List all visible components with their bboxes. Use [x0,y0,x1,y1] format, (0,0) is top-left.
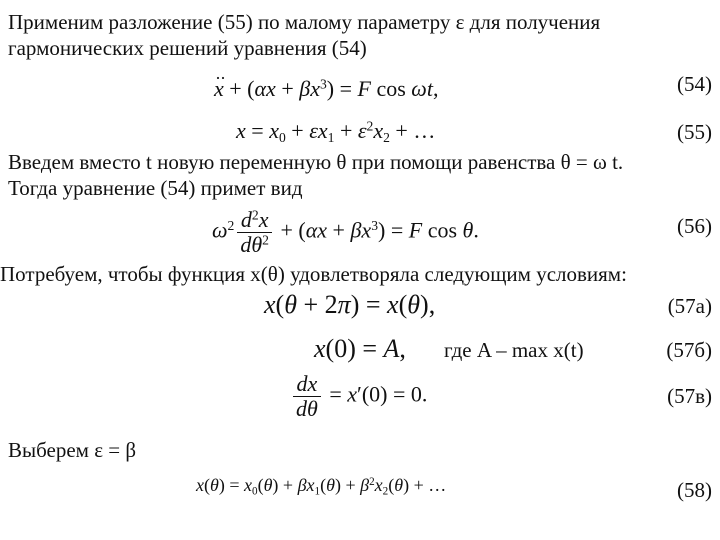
where-note: где A – max x(t) [444,338,584,362]
intro-line-1: Применим разложение (55) по малому параметру ε для получения [8,10,601,34]
equation-number-57a: (57а) [667,294,712,318]
equation-55: $x = x_0 + \varepsilon x_1 + \varepsilon^2x_2$ + … [236,118,436,146]
equation-56: $\omega^2$ $\frac{d^2x}{d\theta^2}$ + $(\alpha x + \beta x^3) = F$ cos θ. [212,207,479,257]
equation-58: $x(\theta) = x_0(\theta) + \beta x_1(\theta) + \beta^2x_2(\theta)$ + … [196,475,447,498]
equation-57c: $\frac{dx}{d\theta}$ = x′(0) = 0. [290,372,427,421]
equation-57b: x(0) = A, [314,334,406,363]
equation-number-57b: (57б) [666,338,712,362]
choose-text: Выберем ε = β [8,438,137,462]
intro-line-2: гармонических решений уравнения (54) [8,36,367,60]
intro2-line-2: Тогда уравнение (54) примет вид [8,176,303,200]
equation-number-54: (54) [677,72,712,96]
equation-number-55: (55) [677,120,712,144]
equation-57a: x(θ + 2π) = x(θ), [264,290,436,319]
equation-number-58: (58) [677,478,712,502]
equation-number-56: (56) [677,214,712,238]
conditions-text: Потребуем, чтобы функция x(θ) удовлетворяла следующим условиям: [0,262,627,286]
equation-54: ·· $x + (\alpha x + \beta x^3) = F$ cos ωt, [214,76,438,102]
intro2-line-1: Введем вместо t новую переменную θ при помощи равенства θ = ω t. [8,150,624,174]
equation-number-57c: (57в) [667,384,712,408]
